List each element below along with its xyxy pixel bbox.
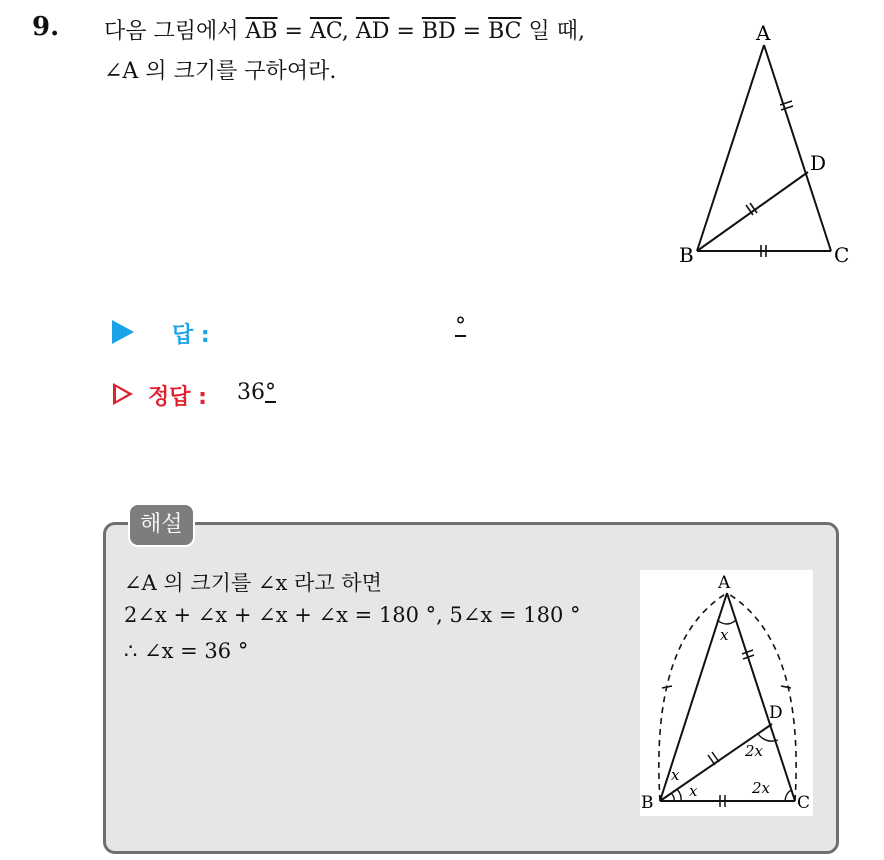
solution-label-b: B <box>641 793 654 813</box>
solution-side-ac <box>727 593 795 801</box>
question-line-2: ∠A 의 크기를 구하여라. <box>104 59 337 84</box>
question-text-prefix: 다음 그림에서 <box>104 19 246 44</box>
correct-answer-number: 36 <box>237 380 265 405</box>
question-number: 9. <box>32 12 60 42</box>
angle-label-c: 2x <box>752 779 771 797</box>
segment-bd: $\overline{BD}$ <box>421 19 456 44</box>
solution-line-3: ∴ ∠x = 36 ° <box>124 639 249 663</box>
segment-bd-line <box>697 172 808 251</box>
answer-play-icon <box>112 320 134 344</box>
solution-line-2: 2∠x + ∠x + ∠x + ∠x = 180 °, 5∠x = 180 ° <box>124 603 581 627</box>
correct-answer-value <box>237 380 276 405</box>
solution-label-d: D <box>769 703 783 723</box>
vertex-label-b: B <box>679 243 694 267</box>
segment-ab: $\overline{AB}$ <box>245 19 278 44</box>
correct-answer-label: 정답 : <box>148 385 207 410</box>
question-text-suffix: 일 때, <box>521 19 586 44</box>
segment-ac: $\overline{AC}$ <box>309 19 342 44</box>
equals-sign: = <box>277 19 310 44</box>
angle-label-top: x <box>720 626 729 644</box>
correct-answer-unit: ° <box>265 380 276 405</box>
segment-bc: $\overline{BC}$ <box>488 19 522 44</box>
triangle-figure <box>670 20 860 270</box>
equals-sign: = <box>389 19 422 44</box>
segment-ad: $\overline{AD}$ <box>355 19 390 44</box>
side-ab <box>697 45 764 251</box>
solution-label-a: A <box>718 573 731 593</box>
angle-label-d: 2x <box>745 742 764 760</box>
vertex-label-c: C <box>834 243 850 267</box>
side-ac <box>764 45 831 251</box>
angle-label-b-lower: x <box>689 782 698 800</box>
correct-play-outline-icon <box>113 383 133 405</box>
question-line-1 <box>104 14 585 45</box>
vertex-label-a: A <box>756 21 771 45</box>
solution-triangle-figure <box>640 570 813 816</box>
answer-label: 답 : <box>172 323 210 348</box>
solution-line-1: ∠A 의 크기를 ∠x 라고 하면 <box>124 571 382 595</box>
answer-input-unit[interactable]: ° <box>455 314 466 339</box>
solution-label-c: C <box>797 793 811 813</box>
equals-sign: = <box>455 19 489 44</box>
solution-tag: 해설 <box>128 503 195 547</box>
vertex-label-d: D <box>810 151 827 175</box>
angle-label-b-upper: x <box>671 766 680 784</box>
comma: , <box>341 19 356 44</box>
tick-marks <box>746 101 793 257</box>
